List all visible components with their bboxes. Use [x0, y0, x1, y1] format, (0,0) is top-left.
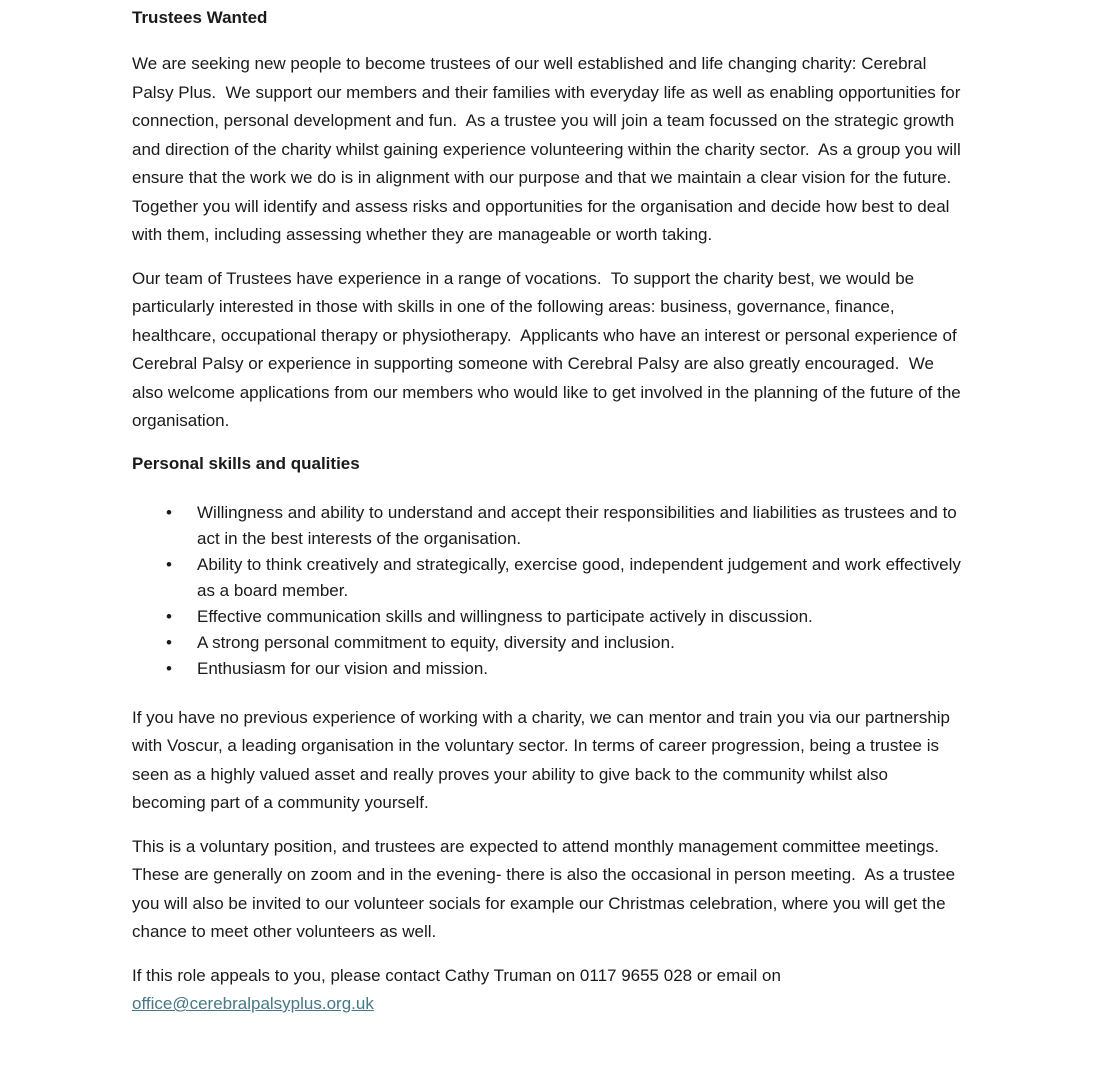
- commitment-paragraph: This is a voluntary position, and trustees are expected to attend monthly management committee meetings. These are generally on zoom and in the evening- there is also the occasional in person meeting. As a trustee you will also be invited to our volunteer socials for example our Christmas celebration, where you will get the chance to meet other volunteers as well.: [132, 836, 960, 941]
- team-paragraph: Our team of Trustees have experience in a range of vocations. To support the charity best, we would be particularly interested in those with skills in one of the following areas: business, governance, finance, healthcare, occupational therapy or physiotherapy. Applicants who have an interest or personal experience of Cerebral Palsy or experience in supporting someone with Cerebral Palsy are also greatly encouraged. We also welcome applications from our members who would like to get involved in the planning of the future of the organisation.: [132, 268, 966, 430]
- document-title: Trustees Wanted: [132, 8, 268, 27]
- list-item: • A strong personal commitment to equity, diversity and inclusion.: [197, 630, 962, 656]
- skills-heading: Personal skills and qualities: [132, 453, 360, 473]
- mentoring-paragraph: If you have no previous experience of working with a charity, we can mentor and train you via our partnership with Voscur, a leading organisation in the voluntary sector. In terms of career progression, being a trustee is seen as a highly valued asset and really proves your ability to give back to the community whilst also becoming part of a community yourself.: [132, 707, 955, 812]
- email-link[interactable]: office@cerebralpalsyplus.org.uk: [132, 994, 374, 1013]
- list-item: • Effective communication skills and willingness to participate actively in discussion.: [197, 604, 962, 630]
- list-item: • Ability to think creatively and strategically, exercise good, independent judgement and work effectively as a board member.: [197, 552, 962, 604]
- list-item: • Willingness and ability to understand and accept their responsibilities and liabilities as trustees and to act in the best interests of the organisation.: [197, 500, 962, 552]
- intro-paragraph: We are seeking new people to become trustees of our well established and life changing charity: Cerebral Palsy Plus. We support our members and their families with everyday life as well as enabling opportunities for connection, personal development and fun. As a trustee you will join a team focussed on the strategic growth and direction of the charity whilst gaining experience volunteering within the charity sector. As a group you will ensure that the work we do is in alignment with our purpose and that we maintain a clear vision for the future. Together you will identify and assess risks and opportunities for the organisation and decide how best to deal with them, including assessing whether they are manageable or worth taking.: [132, 54, 966, 244]
- skills-list: [132, 500, 962, 682]
- contact-paragraph: [132, 962, 962, 1019]
- list-item: • Enthusiasm for our vision and mission.: [197, 656, 962, 682]
- contact-text: If this role appeals to you, please contact Cathy Truman on 0117 9655 028 or email on: [132, 965, 786, 985]
